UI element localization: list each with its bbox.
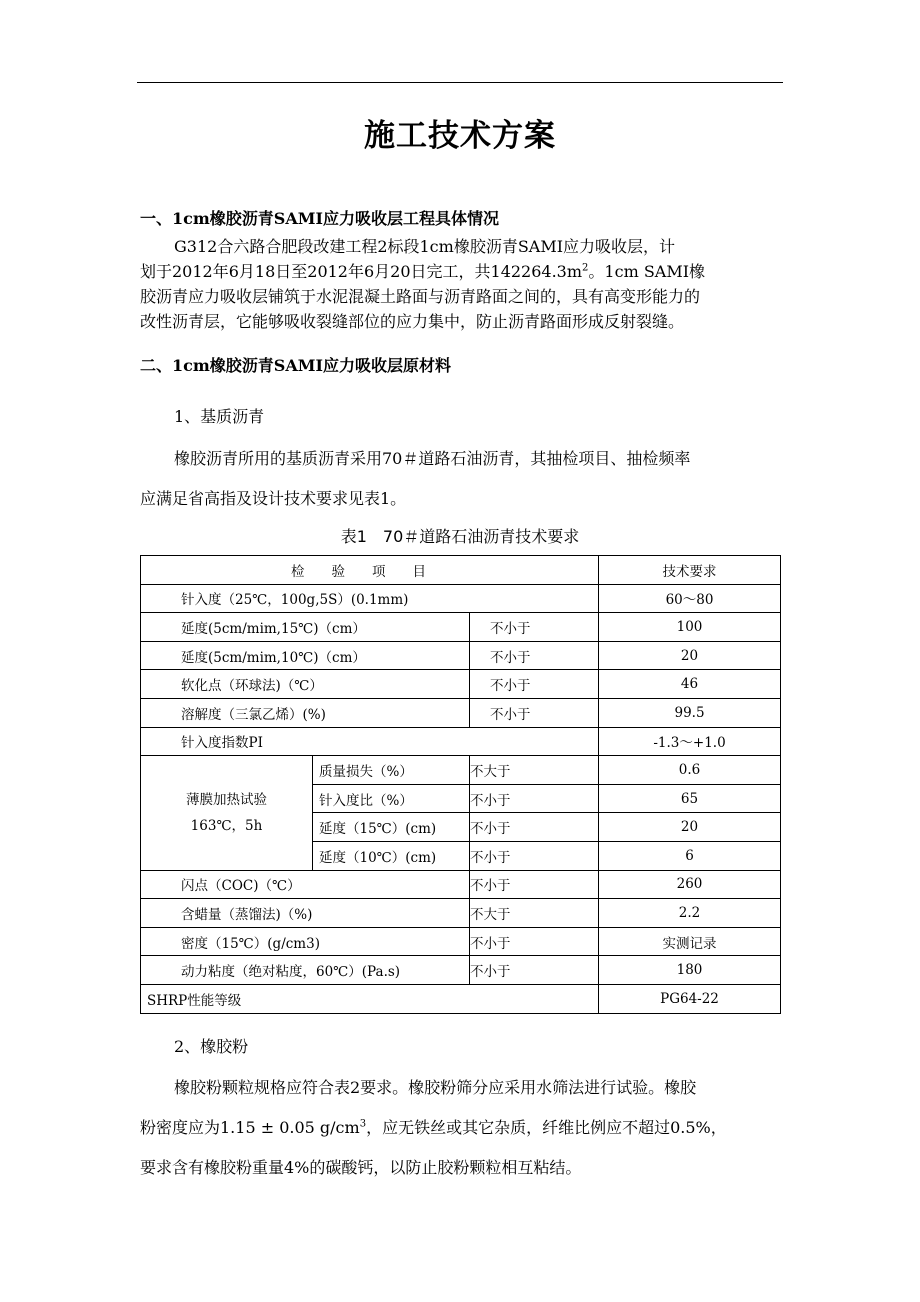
row-requirement: 46 bbox=[599, 670, 781, 699]
row-requirement: 2.2 bbox=[599, 899, 781, 928]
table-row bbox=[141, 870, 781, 899]
table-row bbox=[141, 613, 781, 642]
rubber-density-text: 粉密度应为1.15 ± 0.05 g/cm bbox=[140, 1118, 360, 1137]
row-limit: 不小于 bbox=[470, 841, 599, 870]
row-limit: 不小于 bbox=[470, 813, 599, 842]
row-item: 针入度（25℃，100g,5S）(0.1mm) bbox=[141, 584, 599, 613]
section-1-para-line-4: 改性沥青层，它能够吸收裂缝部位的应力集中，防止沥青路面形成反射裂缝。 bbox=[140, 312, 685, 331]
row-requirement: 60～80 bbox=[599, 584, 781, 613]
row-item: 动力粘度（绝对粘度，60℃）(Pa.s) bbox=[141, 956, 470, 985]
row-item: 质量损失（%） bbox=[313, 756, 470, 785]
row-item: 延度（15℃）(cm) bbox=[313, 813, 470, 842]
subsection-1-heading: 1、基质沥青 bbox=[174, 407, 265, 426]
row-limit: 不小于 bbox=[470, 698, 599, 727]
row-limit: 不小于 bbox=[470, 670, 599, 699]
header-item: 检 验 项 目 bbox=[141, 556, 599, 585]
row-requirement: 20 bbox=[599, 813, 781, 842]
row-item: 闪点（COC)（℃） bbox=[141, 870, 470, 899]
table-row bbox=[141, 698, 781, 727]
row-item: 针入度比（%） bbox=[313, 784, 470, 813]
row-requirement: -1.3～+1.0 bbox=[599, 727, 781, 756]
row-requirement: 180 bbox=[599, 956, 781, 985]
row-item: 延度(5cm/mim,10℃)（cm） bbox=[141, 641, 470, 670]
row-item: 延度(5cm/mim,15℃)（cm） bbox=[141, 613, 470, 642]
section-1-heading: 一、1cm橡胶沥青SAMI应力吸收层工程具体情况 bbox=[140, 209, 499, 228]
header-requirement: 技术要求 bbox=[599, 556, 781, 585]
row-limit: 不小于 bbox=[470, 613, 599, 642]
table-row bbox=[141, 899, 781, 928]
subsection-2-heading: 2、橡胶粉 bbox=[174, 1037, 249, 1056]
subsection-2-line-3: 要求含有橡胶粉重量4%的碳酸钙，以防止胶粉颗粒相互粘结。 bbox=[140, 1158, 582, 1177]
rubber-density-text-end: ，应无铁丝或其它杂质，纤维比例应不超过0.5%， bbox=[366, 1118, 727, 1137]
section-1-para-line-1: G312合六路合肥段改建工程2标段1cm橡胶沥青SAMI应力吸收层，计 bbox=[174, 237, 676, 256]
subsection-1-line-2: 应满足省高指及设计技术要求见表1。 bbox=[140, 489, 407, 508]
section-1-para-line-2 bbox=[140, 259, 705, 282]
row-requirement: 实测记录 bbox=[599, 927, 781, 956]
row-item: 针入度指数PI bbox=[141, 727, 599, 756]
superscript-2: 2 bbox=[582, 262, 589, 274]
row-limit: 不小于 bbox=[470, 927, 599, 956]
row-item: 延度（10℃）(cm) bbox=[313, 841, 470, 870]
group-label-line-1: 薄膜加热试验 bbox=[186, 791, 267, 808]
page-title: 施工技术方案 bbox=[364, 118, 556, 154]
header-rule bbox=[137, 82, 783, 83]
superscript-3: 3 bbox=[359, 1118, 367, 1130]
subsection-2-line-2 bbox=[140, 1115, 727, 1138]
para-line-2-text-end: 。1cm SAMI橡 bbox=[588, 262, 706, 281]
row-limit: 不大于 bbox=[470, 899, 599, 928]
table-row bbox=[141, 727, 781, 756]
row-item: 密度（15℃）(g/cm3) bbox=[141, 927, 470, 956]
thin-film-group-label bbox=[141, 756, 313, 870]
table-row bbox=[141, 984, 781, 1013]
table-row bbox=[141, 584, 781, 613]
section-1-para-line-3: 胶沥青应力吸收层铺筑于水泥混凝土路面与沥青路面之间的，具有高变形能力的 bbox=[140, 287, 701, 306]
asphalt-spec-table bbox=[140, 555, 781, 1014]
para-line-2-text: 划于2012年6月18日至2012年6月20日完工，共142264.3m bbox=[140, 262, 583, 281]
row-requirement: 65 bbox=[599, 784, 781, 813]
table-row bbox=[141, 927, 781, 956]
row-requirement: 99.5 bbox=[599, 698, 781, 727]
section-2-heading: 二、1cm橡胶沥青SAMI应力吸收层原材料 bbox=[140, 356, 451, 375]
row-limit: 不小于 bbox=[470, 870, 599, 899]
row-requirement: 0.6 bbox=[599, 756, 781, 785]
table-row bbox=[141, 641, 781, 670]
row-limit: 不小于 bbox=[470, 641, 599, 670]
table-header-row bbox=[141, 556, 781, 585]
table-row bbox=[141, 670, 781, 699]
row-item: 含蜡量（蒸馏法)（%) bbox=[141, 899, 470, 928]
row-limit: 不小于 bbox=[470, 956, 599, 985]
row-limit: 不小于 bbox=[470, 784, 599, 813]
row-requirement: 20 bbox=[599, 641, 781, 670]
table-caption: 表1 70＃道路石油沥青技术要求 bbox=[340, 527, 580, 546]
table-row bbox=[141, 956, 781, 985]
table-row bbox=[141, 756, 781, 785]
row-item: SHRP性能等级 bbox=[141, 984, 599, 1013]
row-limit: 不大于 bbox=[470, 756, 599, 785]
row-requirement: 100 bbox=[599, 613, 781, 642]
row-requirement: PG64-22 bbox=[599, 984, 781, 1013]
row-item: 软化点（环球法)（℃） bbox=[141, 670, 470, 699]
row-requirement: 6 bbox=[599, 841, 781, 870]
subsection-2-line-1: 橡胶粉颗粒规格应符合表2要求。橡胶粉筛分应采用水筛法进行试验。橡胶 bbox=[174, 1078, 697, 1097]
group-label-line-2: 163℃，5h bbox=[190, 817, 263, 834]
subsection-1-line-1: 橡胶沥青所用的基质沥青采用70＃道路石油沥青，其抽检项目、抽检频率 bbox=[174, 449, 691, 468]
row-requirement: 260 bbox=[599, 870, 781, 899]
row-item: 溶解度（三氯乙烯）(%) bbox=[141, 698, 470, 727]
